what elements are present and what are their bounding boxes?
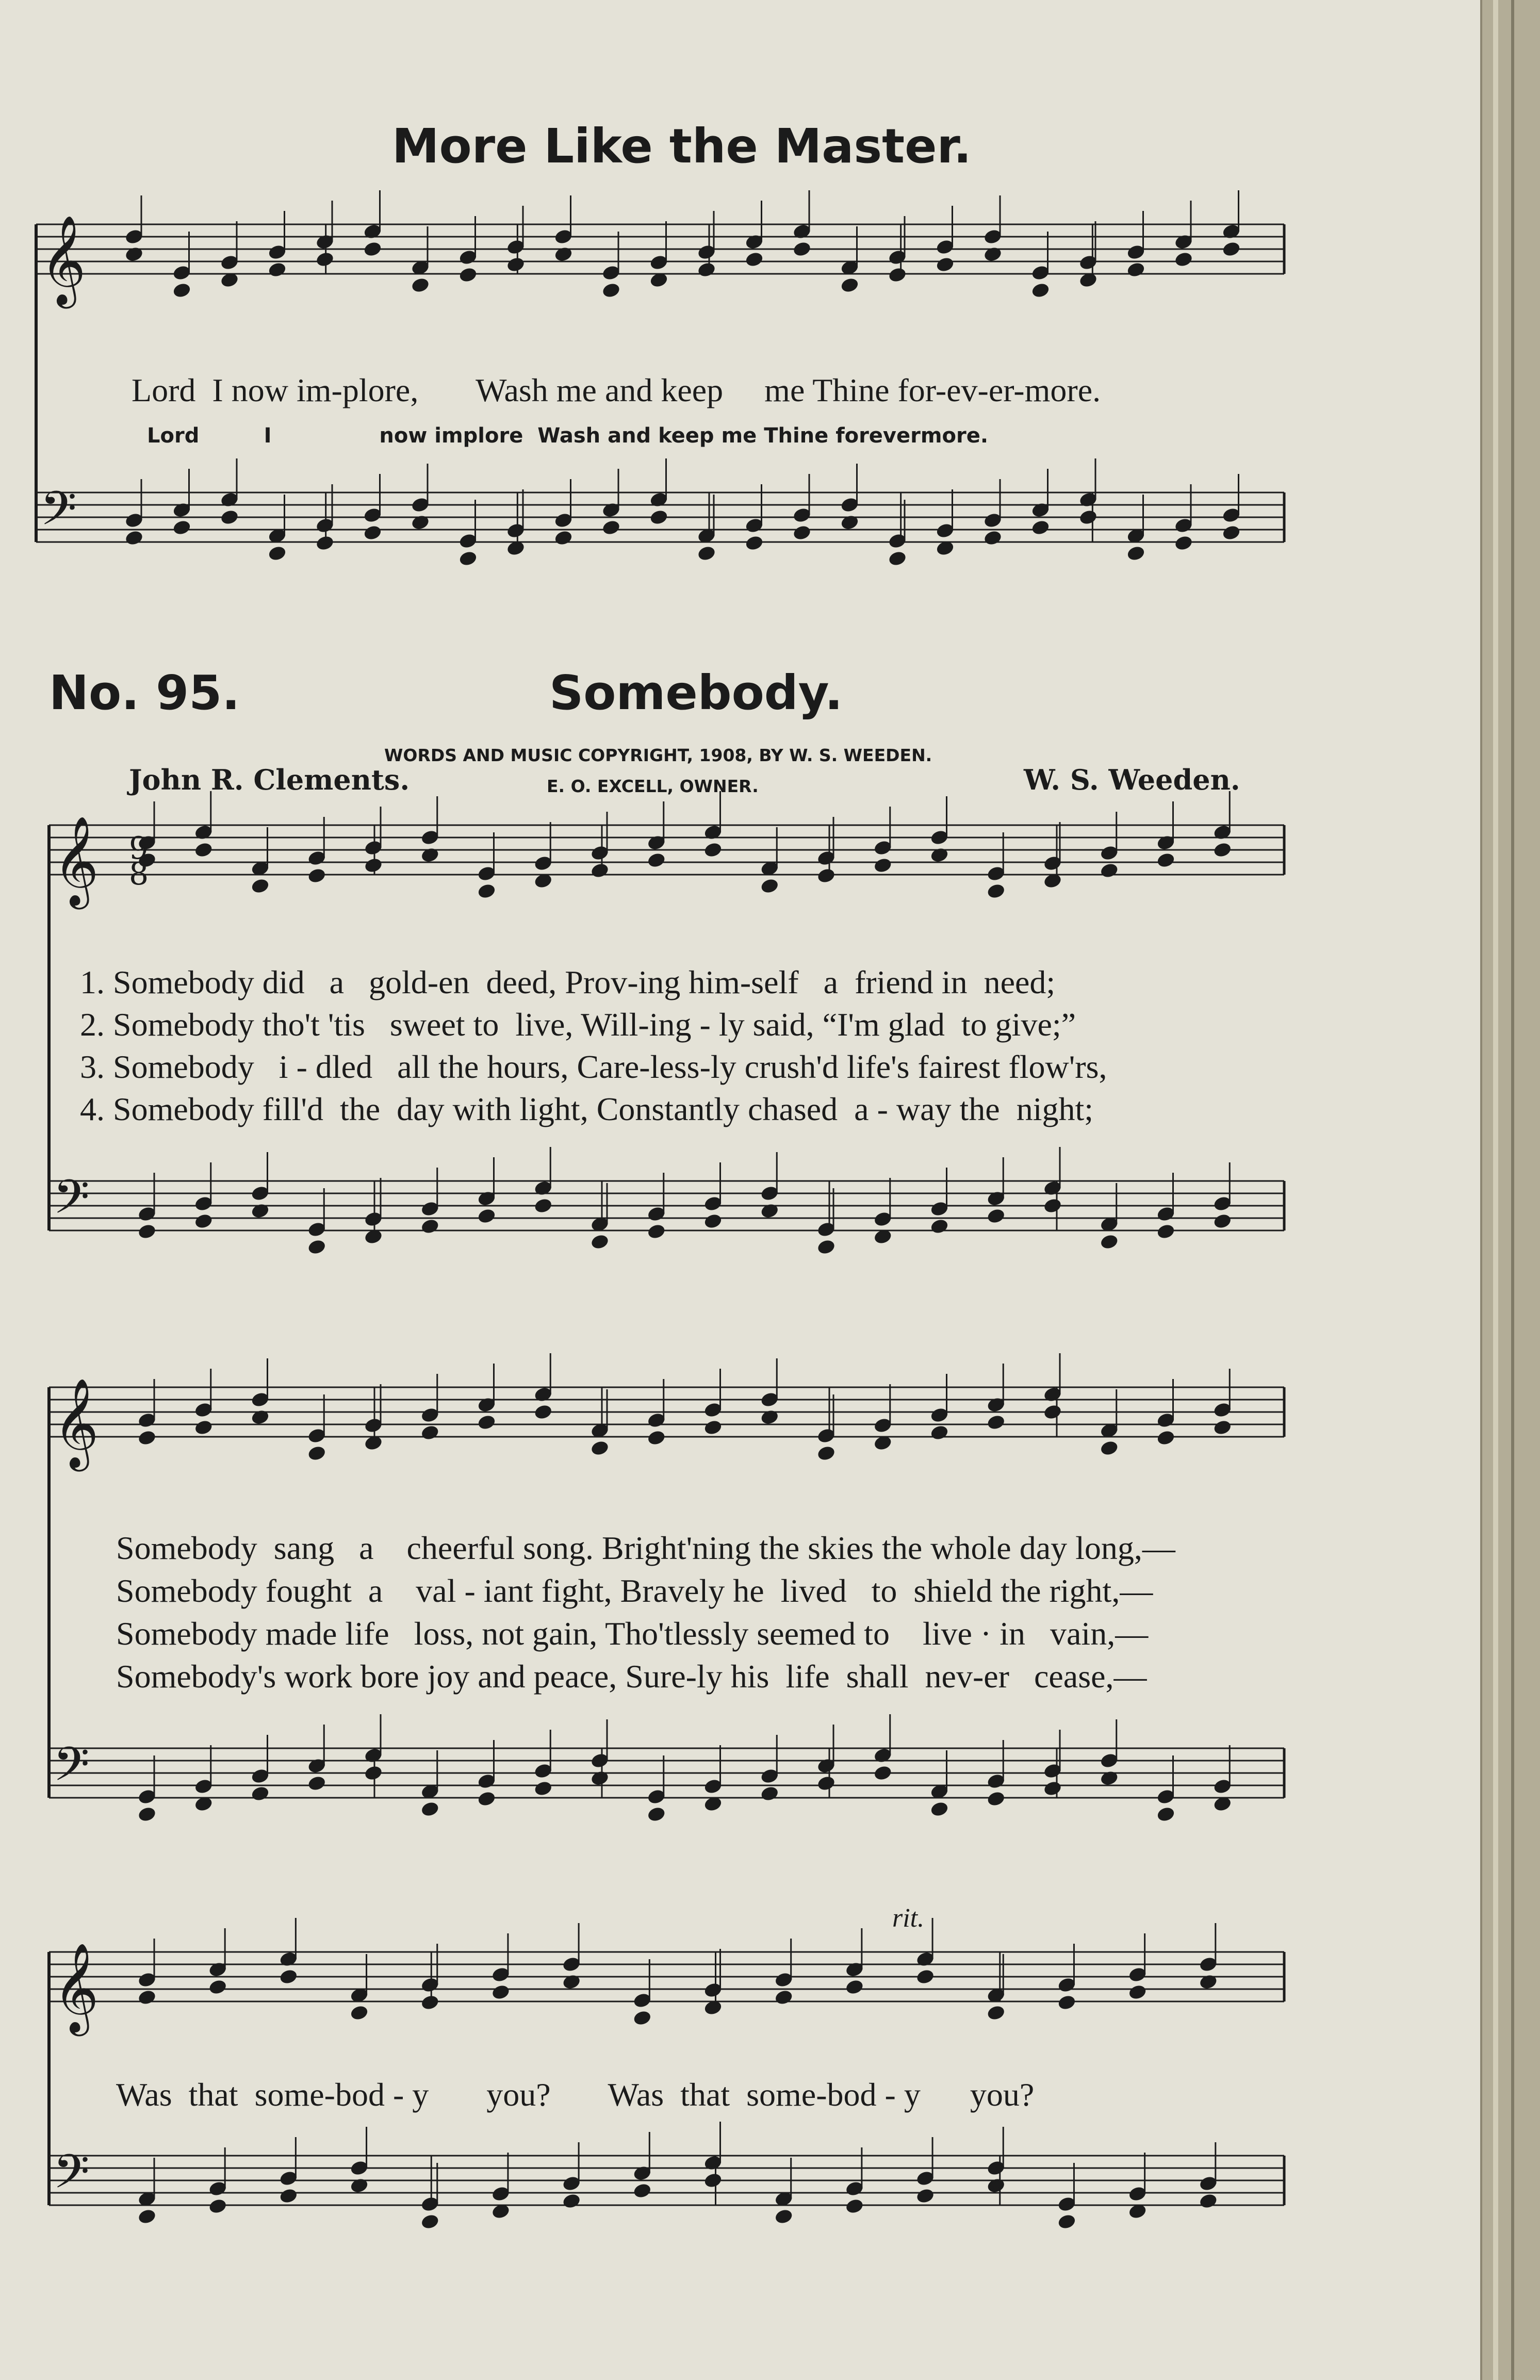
hymn-system-2-treble-note [307,1445,326,1462]
hymn-system-2-bass-note [250,1785,270,1802]
top-hymn-system-bass-note [172,519,191,536]
top-hymn-system-treble-note [1030,282,1050,299]
hymn-system-1-bass-note [194,1212,214,1229]
hymn-system-1-bass-clef: 𝄢 [53,1170,90,1236]
hymn-system-3-bass-note [915,2187,935,2204]
time-signature-bottom: 8 [129,856,149,892]
hymn-system-1-bass-note [590,1233,610,1250]
verse-2-line-a: 2. Somebody tho't 'tis sweet to live, Will-ing - ly said, “I'm glad to give;” [80,1006,1076,1043]
hymn-system-1-bass-note [250,1202,270,1219]
hymn-system-2-treble-note [194,1419,214,1436]
hymn-system-1-bass-note [1100,1233,1119,1250]
hymn-system-1-bass-note [533,1197,553,1214]
hymn-system-1-treble-note [986,882,1006,899]
hymn-system-1-bass-note [760,1202,779,1219]
hymn-system-2-bass-note [533,1780,553,1797]
top-hymn-lyric-line-small: Lord I now implore Wash and keep me Thine forevermore. [147,424,989,448]
hymn-system-3-treble-note [774,1989,794,2006]
hymn-system-2-treble-note [1156,1429,1175,1446]
hymn-system-1-treble-note [703,841,723,858]
top-hymn-system-treble-note [363,240,382,257]
top-hymn-system-treble-clef: 𝄞 [40,215,86,305]
top-hymn-system-treble-note [1221,240,1241,257]
hymn-system-3-treble-note [562,1973,581,1990]
top-hymn-system-bass-note [1030,519,1050,536]
top-hymn-system-treble-note [124,245,144,262]
top-hymn-system-bass-note [220,508,239,526]
hymn-system-3-treble-note [349,2004,369,2021]
hymn-system-1-treble-note [929,846,949,863]
hymn-system-1-treble-note [307,867,326,884]
top-hymn-system-bass-note [1126,545,1145,562]
top-hymn-system-bass-note [601,519,621,536]
hymn-system-2-bass-note [760,1785,779,1802]
tempo-mark-rit: rit. [892,1903,925,1933]
hymn-system-2-treble-note [1100,1439,1119,1456]
top-hymn-system-bass-note [411,514,430,531]
hymn-system-3-treble-note [986,2004,1006,2021]
verse-4-line-a: 4. Somebody fill'd the day with light, Constantly chased a - way the night; [80,1091,1094,1127]
hymn-system-1-bass-note [420,1218,440,1235]
hymn-system-1-treble-note [816,867,836,884]
top-hymn-system-treble-note [792,240,812,257]
hymn-system-1-bass-note [477,1207,496,1224]
hymn-system-1-treble-note [420,846,440,863]
hymn-system-2-treble-note [760,1408,779,1425]
hymn-system-3-treble-note [1199,1973,1218,1990]
hymn-system-2-bass-note [1043,1780,1062,1797]
hymn-system-2-bass-note [307,1775,326,1792]
hymn-system-3-bass-note [278,2187,298,2204]
hymn-system-3-treble-note [491,1983,511,2000]
top-hymn-system-treble-note [267,261,287,278]
top-hymn-system-treble-note [840,276,859,293]
hymn-system-3-bass-note [420,2213,440,2230]
verse-4-line-b: Somebody's work bore joy and peace, Sure-ly his life shall nev-er cease,— [116,1658,1147,1695]
top-hymn-system-treble-note [935,256,955,273]
hymn-system-2-bass-note [420,1800,440,1817]
top-hymn-system-treble-note [315,251,335,268]
hymn-system-2-bass-note [647,1805,666,1823]
hymn-system-3-treble-clef: 𝄞 [53,1943,99,2032]
hymn-system-1-treble-note [250,877,270,894]
refrain-line: Was that some-bod - y you? Was that some-bod - y you? [116,2076,1035,2113]
hymn-system-2-treble-clef: 𝄞 [53,1378,99,1468]
hymn-system-3-treble-note [137,1989,157,2006]
hymn-system-1-bass-note [816,1238,836,1255]
hymn-system-2-treble-note [816,1445,836,1462]
hymn-system-1-treble-note [194,841,214,858]
top-hymn-lyric-line: Lord I now im-plore, Wash me and keep me Thine for-ev-er-more. [132,372,1101,408]
hymn-system-3-bass-note [845,2197,864,2214]
hymn-system-1-bass-note [986,1207,1006,1224]
hymn-system-2-treble-note [477,1414,496,1431]
hymn-system-3-treble-note [420,1994,440,2011]
hymn-system-3-treble-note [208,1978,227,1995]
hymn-system-3-bass-note [137,2208,157,2225]
time-signature-top: 9 [129,830,149,866]
hymn-system-2-bass-note [364,1764,383,1781]
hymn-system-3-bass-note [349,2177,369,2194]
top-hymn-system-bass-note [553,529,573,546]
top-hymn-system-treble-note [458,266,478,283]
hymn-system-2-treble-note [137,1429,157,1446]
lyricist: John R. Clements. [129,763,410,796]
verse-3-line-b: Somebody made life loss, not gain, Tho'tlessly seemed to live · in vain,— [116,1615,1149,1652]
hymn-system-1-bass-note [1043,1197,1062,1214]
verse-2-line-b: Somebody fought a val - iant fight, Bravely he lived to shield the right,— [116,1572,1153,1609]
top-hymn-system-bass-note [267,545,287,562]
hymn-system-1-treble-clef: 𝄞 [53,816,99,906]
hymn-title: Somebody. [549,665,843,720]
hymn-system-2-treble-note [647,1429,666,1446]
top-hymn-system-bass-note [458,550,478,567]
hymn-system-3-bass-clef: 𝄢 [53,2144,90,2210]
hymn-system-1-bass-note [647,1223,666,1240]
hymn-system-3-bass-note [1057,2213,1076,2230]
hymn-system-2-bass-note [986,1790,1006,1807]
hymn-system-3-treble-note [1057,1994,1076,2011]
hymn-system-2-bass-clef: 𝄢 [53,1737,90,1803]
hymn-system-2-treble-note [590,1439,610,1456]
hymn-system-2-treble-note [1043,1403,1062,1420]
top-hymn-system-bass-note [1174,534,1193,551]
top-hymn-system-treble-note [744,251,764,268]
verse-1-line-b: Somebody sang a cheerful song. Bright'ning the skies the whole day long,— [116,1530,1175,1566]
hymn-system-1-bass-note [929,1218,949,1235]
hymn-system-1-treble-note [477,882,496,899]
hymn-system-2-treble-note [250,1408,270,1425]
hymn-system-2-bass-note [590,1769,610,1786]
hymn-system-3-treble-note [915,1968,935,1985]
top-hymn-system-bass-note [888,550,907,567]
hymn-system-1-treble-note [1100,862,1119,879]
top-hymn-system-treble-note [983,245,1003,262]
hymn-system-1-treble-note [1156,851,1175,868]
top-hymn-system-bass-clef: 𝄢 [40,481,77,547]
top-hymn-system-treble-note [172,282,191,299]
top-hymn-system-bass-note [1221,524,1241,541]
top-hymn-system-bass-note [840,514,859,531]
hymn-system-3-treble-note [1127,1983,1147,2000]
hymn-system-3-bass-note [1199,2192,1218,2209]
hymn-system-3-bass-note [632,2182,652,2199]
hymn-system-1-treble-note [1213,841,1232,858]
top-hymn-system-treble-note [888,266,907,283]
hymn-system-1-treble-note [873,857,893,874]
hymn-system-1-bass-note [137,1223,157,1240]
hymn-system-2-bass-note [477,1790,496,1807]
copyright-line: WORDS AND MUSIC COPYRIGHT, 1908, BY W. S. WEEDEN. [384,745,932,765]
top-hymn-system-treble-note [1174,251,1193,268]
hymn-system-3-treble-note [845,1978,864,1995]
hymn-system-1-bass-note [1213,1212,1232,1229]
copyright-owner: E. O. EXCELL, OWNER. [547,776,759,796]
hymn-system-2-bass-note [873,1764,893,1781]
hymn-system-2-treble-note [703,1419,723,1436]
top-hymn-system-treble-note [553,245,573,262]
hymn-system-1-treble-note [647,851,666,868]
hymn-system-3-bass-note [774,2208,794,2225]
verse-1-line-a: 1. Somebody did a gold-en deed, Prov-ing him-self a friend in need; [80,964,1056,1000]
hymn-system-2-bass-note [1156,1805,1175,1823]
top-hymn-system-bass-note [792,524,812,541]
top-hymn-system-treble-note [506,256,526,273]
top-hymn-system-treble-note [411,276,430,293]
top-hymn-system-bass-note [649,508,668,526]
top-hymn-title: More Like the Master. [392,119,972,174]
top-hymn-system-bass-note [315,534,335,551]
hymn-system-2-bass-note [137,1805,157,1823]
hymn-system-1-treble-note [590,862,610,879]
hymn-system-1-bass-note [307,1238,326,1255]
hymn-system-2-treble-note [533,1403,553,1420]
top-hymn-system-bass-note [983,529,1003,546]
hymn-system-2-treble-note [986,1414,1006,1431]
hymn-system-3-bass-note [986,2177,1006,2194]
hymn-system-2-bass-note [1100,1769,1119,1786]
hymn-system-2-treble-note [929,1424,949,1441]
hymn-system-1-bass-note [703,1212,723,1229]
hymn-system-2-treble-note [420,1424,440,1441]
top-hymn-system-treble-note [697,261,716,278]
hymn-system-3-bass-note [562,2192,581,2209]
hymn-system-1-bass-note [1156,1223,1175,1240]
top-hymn-system-bass-note [1078,508,1098,526]
hymn-system-3-bass-note [208,2197,227,2214]
top-hymn-system-bass-note [363,524,382,541]
top-hymn-system-bass-note [697,545,716,562]
top-hymn-system-bass-note [744,534,764,551]
top-hymn-system-bass-note [124,529,144,546]
hymn-system-3-treble-note [278,1968,298,1985]
hymn-system-3-bass-note [703,2172,723,2189]
hymn-system-2-treble-note [1213,1419,1232,1436]
hymn-number: No. 95. [49,665,240,720]
composer: W. S. Weeden. [1024,763,1240,796]
verse-3-line-a: 3. Somebody i - dled all the hours, Care-less-ly crush'd life's fairest flow'rs, [80,1048,1107,1085]
hymn-system-3-treble-note [632,2009,652,2026]
hymn-system-1-treble-note [760,877,779,894]
top-hymn-system-treble-note [601,282,621,299]
top-hymn-system-treble-note [1126,261,1145,278]
hymn-system-1-treble-note [364,857,383,874]
hymn-system-2-bass-note [816,1775,836,1792]
hymn-system-2-bass-note [929,1800,949,1817]
